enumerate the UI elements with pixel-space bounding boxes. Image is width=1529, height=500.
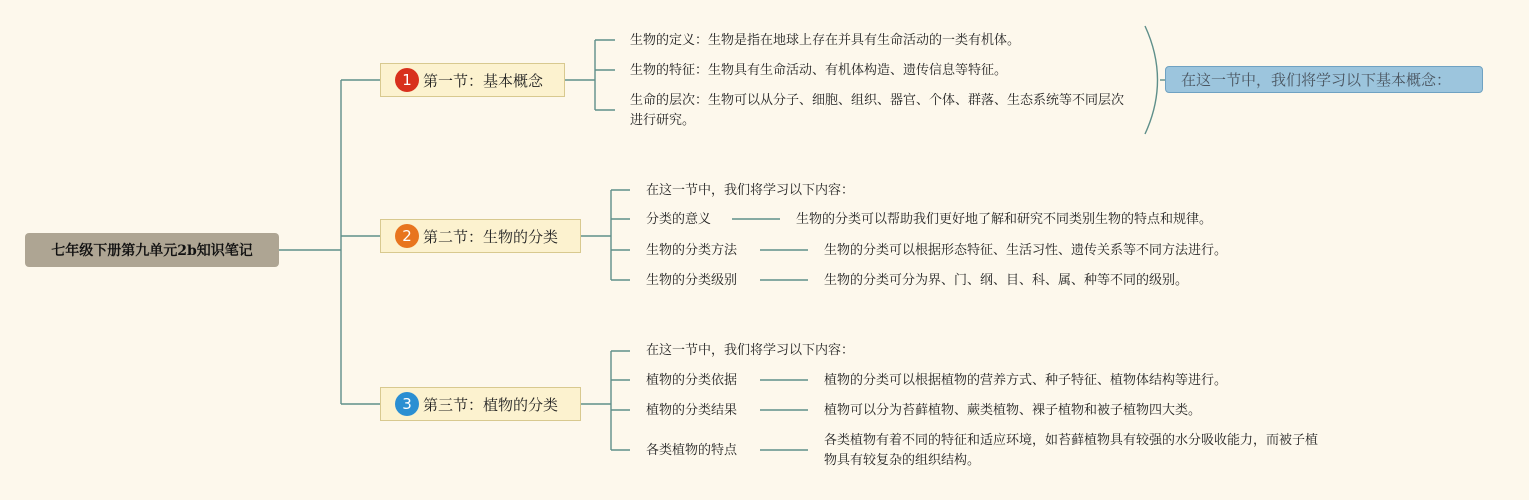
section-1-item-levels[interactable]: 生命的层次：生物可以从分子、细胞、组织、器官、个体、群落、生态系统等不同层次进行研究。 (630, 93, 1125, 128)
section-2-item-detail[interactable]: 生物的分类可分为界、门、纲、目、科、属、种等不同的级别。 (824, 273, 1189, 288)
section-1-item-definition[interactable]: 生物的定义：生物是指在地球上存在并具有生命活动的一类有机体。 (630, 33, 1021, 48)
number-2-icon: 2 (395, 224, 419, 248)
section-3-item-label[interactable]: 植物的分类依据 (646, 373, 738, 388)
section-3-title: 第三节：植物的分类 (423, 395, 559, 414)
section-3-item-detail[interactable]: 各类植物有着不同的特征和适应环境，如苔藓植物具有较强的水分吸收能力，而被子植物具有较复杂的组织结构。 (824, 433, 1319, 468)
section-3-item-label[interactable]: 各类植物的特点 (646, 443, 738, 458)
section-2-intro[interactable]: 在这一节中，我们将学习以下内容： (646, 183, 855, 198)
section-2-topic[interactable] (380, 219, 581, 253)
section-2-item-label[interactable]: 生物的分类方法 (646, 243, 738, 258)
section-3-item-label[interactable]: 植物的分类结果 (646, 403, 738, 418)
number-3-icon: 3 (395, 392, 419, 416)
section-3-intro[interactable]: 在这一节中，我们将学习以下内容： (646, 343, 855, 358)
section-1-item-features[interactable]: 生物的特征：生物具有生命活动、有机体构造、遗传信息等特征。 (630, 63, 1008, 78)
section-2-item-detail[interactable]: 生物的分类可以帮助我们更好地了解和研究不同类别生物的特点和规律。 (796, 212, 1213, 227)
section-2-item-label[interactable]: 分类的意义 (646, 212, 712, 227)
section-3-item-detail[interactable]: 植物的分类可以根据植物的营养方式、种子特征、植物体结构等进行。 (824, 373, 1228, 388)
section-2-title: 第二节：生物的分类 (423, 227, 559, 246)
number-1-icon: 1 (395, 68, 419, 92)
section-3-item-detail[interactable]: 植物可以分为苔藓植物、蕨类植物、裸子植物和被子植物四大类。 (824, 403, 1202, 418)
section-2-item-label[interactable]: 生物的分类级别 (646, 273, 738, 288)
section-3-topic[interactable] (380, 387, 581, 421)
section-1-topic[interactable] (380, 63, 565, 97)
section-1-summary[interactable]: 在这一节中，我们将学习以下基本概念： (1165, 66, 1483, 93)
root-topic[interactable]: 七年级下册第九单元2b知识笔记 (25, 233, 279, 267)
section-2-item-detail[interactable]: 生物的分类可以根据形态特征、生活习性、遗传关系等不同方法进行。 (824, 243, 1228, 258)
section-1-title: 第一节：基本概念 (423, 71, 544, 90)
